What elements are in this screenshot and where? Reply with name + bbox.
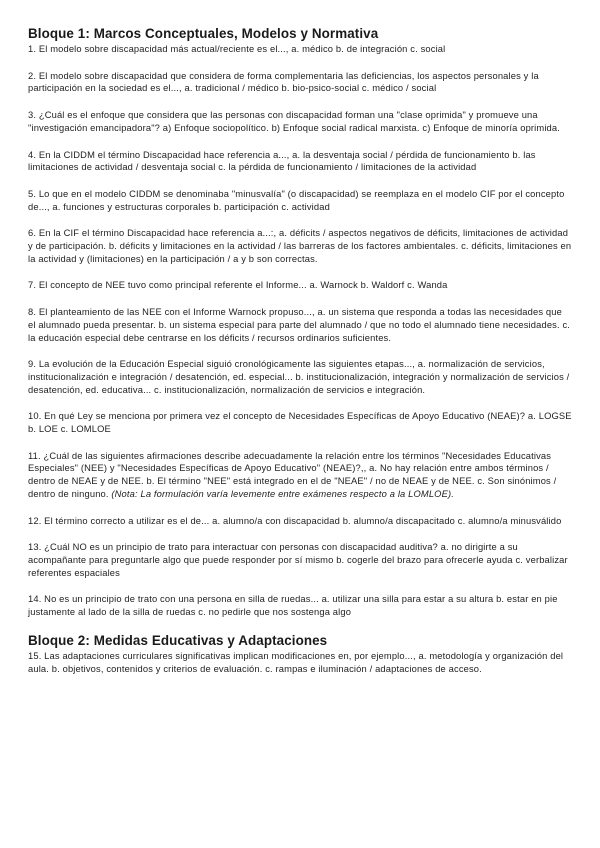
question-11 [28, 450, 572, 501]
question-12: 12. El término correcto a utilizar es el de... a. alumno/a con discapacidad b. alumno/a discapacitado c. alumno/a minusválido [28, 515, 562, 526]
question-1: 1. El modelo sobre discapacidad más actual/reciente es el..., a. médico b. de integración c. social [28, 44, 446, 54]
question-5: 5. Lo que en el modelo CIDDM se denominaba "minusvalía" (o discapacidad) se reemplaza en el modelo CIF por el concepto de..., a. funciones y estructuras corporales b. participación c. actividad [28, 188, 565, 212]
question-2: 2. El modelo sobre discapacidad que considera de forma complementaria las deficiencias, los aspectos personales y la participación en la sociedad es el..., a. tradicional / médico b. bio-psico-social c. médico / social [28, 70, 539, 94]
question-11-text: 11. ¿Cuál de las siguientes afirmaciones describe adecuadamente la relación entre los términos "Necesidades Educativas Especiales" (NEE) y "Necesidades Específicas de Apoyo Educativo" (NEAE)?,, a. No hay relación entre ambos términos / dentro de NEAE y de NEE. b. El término "NEE" está integrado en el de "NEAE" / no de NEAE y de NEE. c. Son sinónimos / dentro de ninguno. [28, 450, 557, 499]
question-3: 3. ¿Cuál es el enfoque que considera que las personas con discapacidad forman una "clase oprimida" y promueve una "investigación emancipadora"? a) Enfoque sociopolítico. b) Enfoque social radical marxista. c) Enfoque de minoría oprimida. [28, 110, 560, 133]
question-13: 13. ¿Cuál NO es un principio de trato para interactuar con personas con discapacidad auditiva? a. no dirigirte a su acompañante para preguntarle algo que puede responder por sí mismo b. cogerle del brazo para ofrecerle ayuda c. verbalizar referentes espaciales [28, 542, 568, 578]
question-6: 6. En la CIF el término Discapacidad hace referencia a...:, a. déficits / aspectos negativos de déficits, limitaciones de actividad y de participación. b. déficits y limitaciones en la actividad / las barreras de los factores ambientales. c. déficits, limitaciones en la actividad y (limitaciones) en la participación / a y b son correctas. [28, 228, 572, 264]
question-14: 14. No es un principio de trato con una persona en silla de ruedas... a. utilizar una silla para estar a su altura b. estar en pie justamente al lado de la silla de ruedas c. no pedirle que nos sostenga algo [28, 594, 558, 618]
question-9: 9. La evolución de la Educación Especial siguió cronológicamente las siguientes etapas..., a. normalización de servicios, institucionalización e integración / desatención, ed. especial... b. institucionalización, integración y normalización de servicios / desatención, ed. educativa... c. institucionalización, normalización de servicios e integración. [28, 359, 570, 395]
question-4: 4. En la CIDDM el término Discapacidad hace referencia a..., a. la desventaja social / pérdida de funcionamiento b. las limitaciones de actividad / desventaja social c. la pérdida de funcionamiento / limitaciones de la actividad [28, 149, 536, 173]
question-10: 10. En qué Ley se menciona por primera vez el concepto de Necesidades Específicas de Apoyo Educativo (NEAE)? a. LOGSE b. LOE c. LOMLOE [28, 411, 572, 435]
question-11-note: (Nota: La formulación varía levemente entre exámenes respecto a la LOMLOE). [111, 488, 454, 499]
question-8: 8. El planteamiento de las NEE con el Informe Warnock propuso..., a. un sistema que responda a todas las necesidades que el alumnado pueda presentar. b. un sistema especial para parte del alumnado / que no todo el alumnado tiene necesidades. c. la educación especial debe centrarse en los déficits / recursos ordinarios suficientes. [28, 307, 571, 343]
question-15: 15. Las adaptaciones curriculares significativas implican modificaciones en, por ejemplo..., a. metodología y organización del aula. b. objetivos, contenidos y criterios de evaluación. c. rampas e iluminación / adaptaciones de acceso. [28, 650, 564, 674]
question-7: 7. El concepto de NEE tuvo como principal referente el Informe... a. Warnock b. Waldorf c. Wanda [28, 280, 448, 291]
block-1-title: Bloque 1: Marcos Conceptuales, Modelos y Normativa [28, 26, 379, 41]
block-2-title: Bloque 2: Medidas Educativas y Adaptaciones [28, 632, 328, 648]
